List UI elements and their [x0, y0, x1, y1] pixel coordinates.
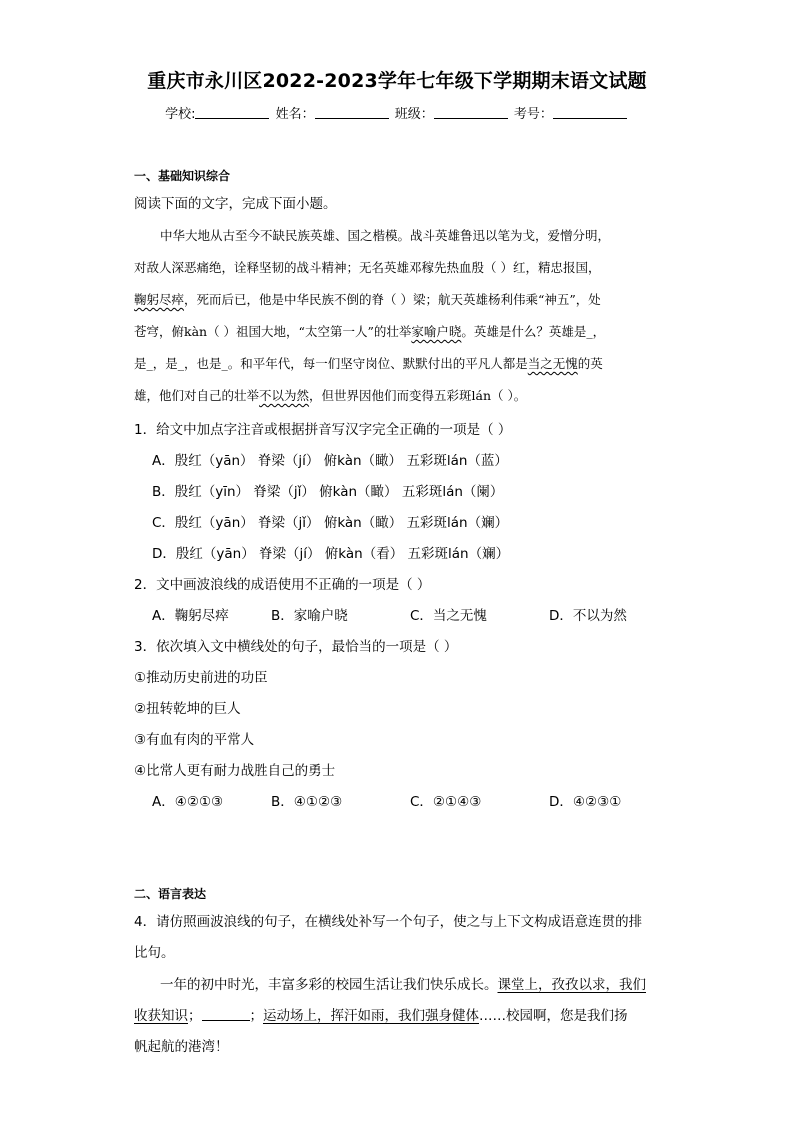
q3-option-b[interactable]: B．④①②③ — [271, 794, 343, 810]
passage-text: ……校园啊，您是我们扬 — [479, 1008, 628, 1024]
q1-option-c[interactable]: C．殷红（yān） 脊梁（jǐ） 俯kàn（瞰） 五彩斑lán（斓） — [152, 515, 509, 531]
answer-blank[interactable] — [202, 1008, 250, 1021]
idiom-dangzhi: 当之无愧 — [527, 356, 578, 371]
class-label: 班级： — [394, 107, 434, 122]
passage-text: 的英 — [577, 356, 603, 371]
passage-line-4 — [134, 322, 664, 340]
q3-option-d[interactable]: D．④②③① — [549, 794, 622, 810]
name-label: 姓名： — [275, 107, 315, 122]
number-blank[interactable] — [553, 106, 627, 119]
passage-text: ； — [188, 1008, 202, 1024]
class-blank[interactable] — [434, 106, 508, 119]
passage-text: ； — [249, 1008, 263, 1024]
q2-option-a[interactable]: A．鞠躬尽瘁 — [152, 608, 229, 624]
passage-text: 。英雄是什么？英雄是_， — [461, 324, 606, 339]
question-3-stem: 3．依次填入文中横线处的句子，最恰当的一项是（ ） — [134, 639, 458, 655]
section-2-heading: 二、语言表达 — [134, 887, 207, 901]
passage-text: ，但世界因他们而变得五彩斑lán（ ）。 — [309, 388, 527, 403]
idiom-buyi: 不以为然 — [259, 388, 310, 403]
q3-item-1: ①推动历史前进的功臣 — [134, 670, 268, 686]
q1-option-d[interactable]: D．殷红（yān） 脊梁（jí） 俯kàn（看） 五彩斑lán（斓） — [152, 546, 510, 562]
page-title: 重庆市永川区2022-2023学年七年级下学期期末语文试题 — [147, 70, 647, 92]
passage-line-3 — [134, 290, 664, 308]
parallel-sentence: 运动场上，挥汗如雨，我们强身健体 — [263, 1008, 479, 1024]
q2-option-b[interactable]: B．家喻户晓 — [271, 608, 348, 624]
school-blank[interactable] — [195, 106, 269, 119]
passage-line-1: 中华大地从古至今不缺民族英雄、国之楷模。战斗英雄鲁迅以笔为戈，爱憎分明， — [160, 228, 611, 243]
q2-option-c[interactable]: C．当之无愧 — [410, 608, 487, 624]
q4-passage-line-3: 帆起航的港湾！ — [134, 1039, 229, 1055]
q3-item-4: ④比常人更有耐力战胜自己的勇士 — [134, 763, 336, 779]
passage-text: ，死而后已，他是中华民族不倒的脊（ ）梁；航天英雄杨利伟乘“神五”，处 — [184, 292, 601, 307]
name-blank[interactable] — [315, 106, 389, 119]
model-sentence-part-2: 收获知识 — [134, 1008, 188, 1024]
passage-text: 苍穹，俯kàn（ ）祖国大地，“太空第一人”的壮举 — [134, 324, 412, 339]
q3-option-a[interactable]: A．④②①③ — [152, 794, 224, 810]
q3-option-c[interactable]: C．②①④③ — [410, 794, 482, 810]
section-1-intro: 阅读下面的文字，完成下面小题。 — [134, 196, 337, 212]
model-sentence-part-1: 课堂上，孜孜以求，我们 — [497, 977, 646, 993]
passage-line-2: 对敌人深恶痛绝，诠释坚韧的战斗精神；无名英雄邓稼先热血殷（ ）红，精忠报国， — [134, 260, 601, 275]
student-info-row — [0, 103, 794, 122]
q4-passage-line-1 — [160, 973, 646, 993]
passage-text: 一年的初中时光，丰富多彩的校园生活让我们快乐成长。 — [160, 977, 498, 993]
question-2-stem: 2．文中画波浪线的成语使用不正确的一项是（ ） — [134, 577, 431, 593]
number-label: 考号： — [513, 107, 553, 122]
q4-passage-line-2 — [134, 1004, 628, 1024]
question-4-stem-line-2: 比句。 — [134, 945, 175, 961]
q2-option-d[interactable]: D．不以为然 — [549, 608, 627, 624]
section-1-heading: 一、基础知识综合 — [134, 169, 231, 183]
passage-text: 雄，他们对自己的壮举 — [134, 388, 260, 403]
school-label: 学校: — [165, 107, 196, 122]
q1-option-b[interactable]: B．殷红（yīn） 脊梁（jǐ） 俯kàn（瞰） 五彩斑lán（阑） — [152, 484, 504, 500]
question-1-stem: 1．给文中加点字注音或根据拼音写汉字完全正确的一项是（ ） — [134, 422, 512, 438]
q3-item-2: ②扭转乾坤的巨人 — [134, 701, 241, 717]
q3-item-3: ③有血有肉的平常人 — [134, 732, 255, 748]
passage-line-5 — [134, 354, 664, 372]
passage-text: 是_，是_，也是_。和平年代，每一们坚守岗位、默默付出的平凡人都是 — [134, 356, 528, 371]
q1-option-a[interactable]: A．殷红（yān） 脊梁（jí） 俯kàn（瞰） 五彩斑lán（蓝） — [152, 453, 508, 469]
passage-line-6 — [134, 386, 664, 404]
idiom-jiayu: 家喻户晓 — [411, 324, 462, 339]
question-4-stem-line-1: 4．请仿照画波浪线的句子，在横线处补写一个句子，使之与上下文构成语意连贯的排 — [134, 914, 643, 930]
idiom-jugong: 鞠躬尽瘁 — [134, 292, 185, 307]
